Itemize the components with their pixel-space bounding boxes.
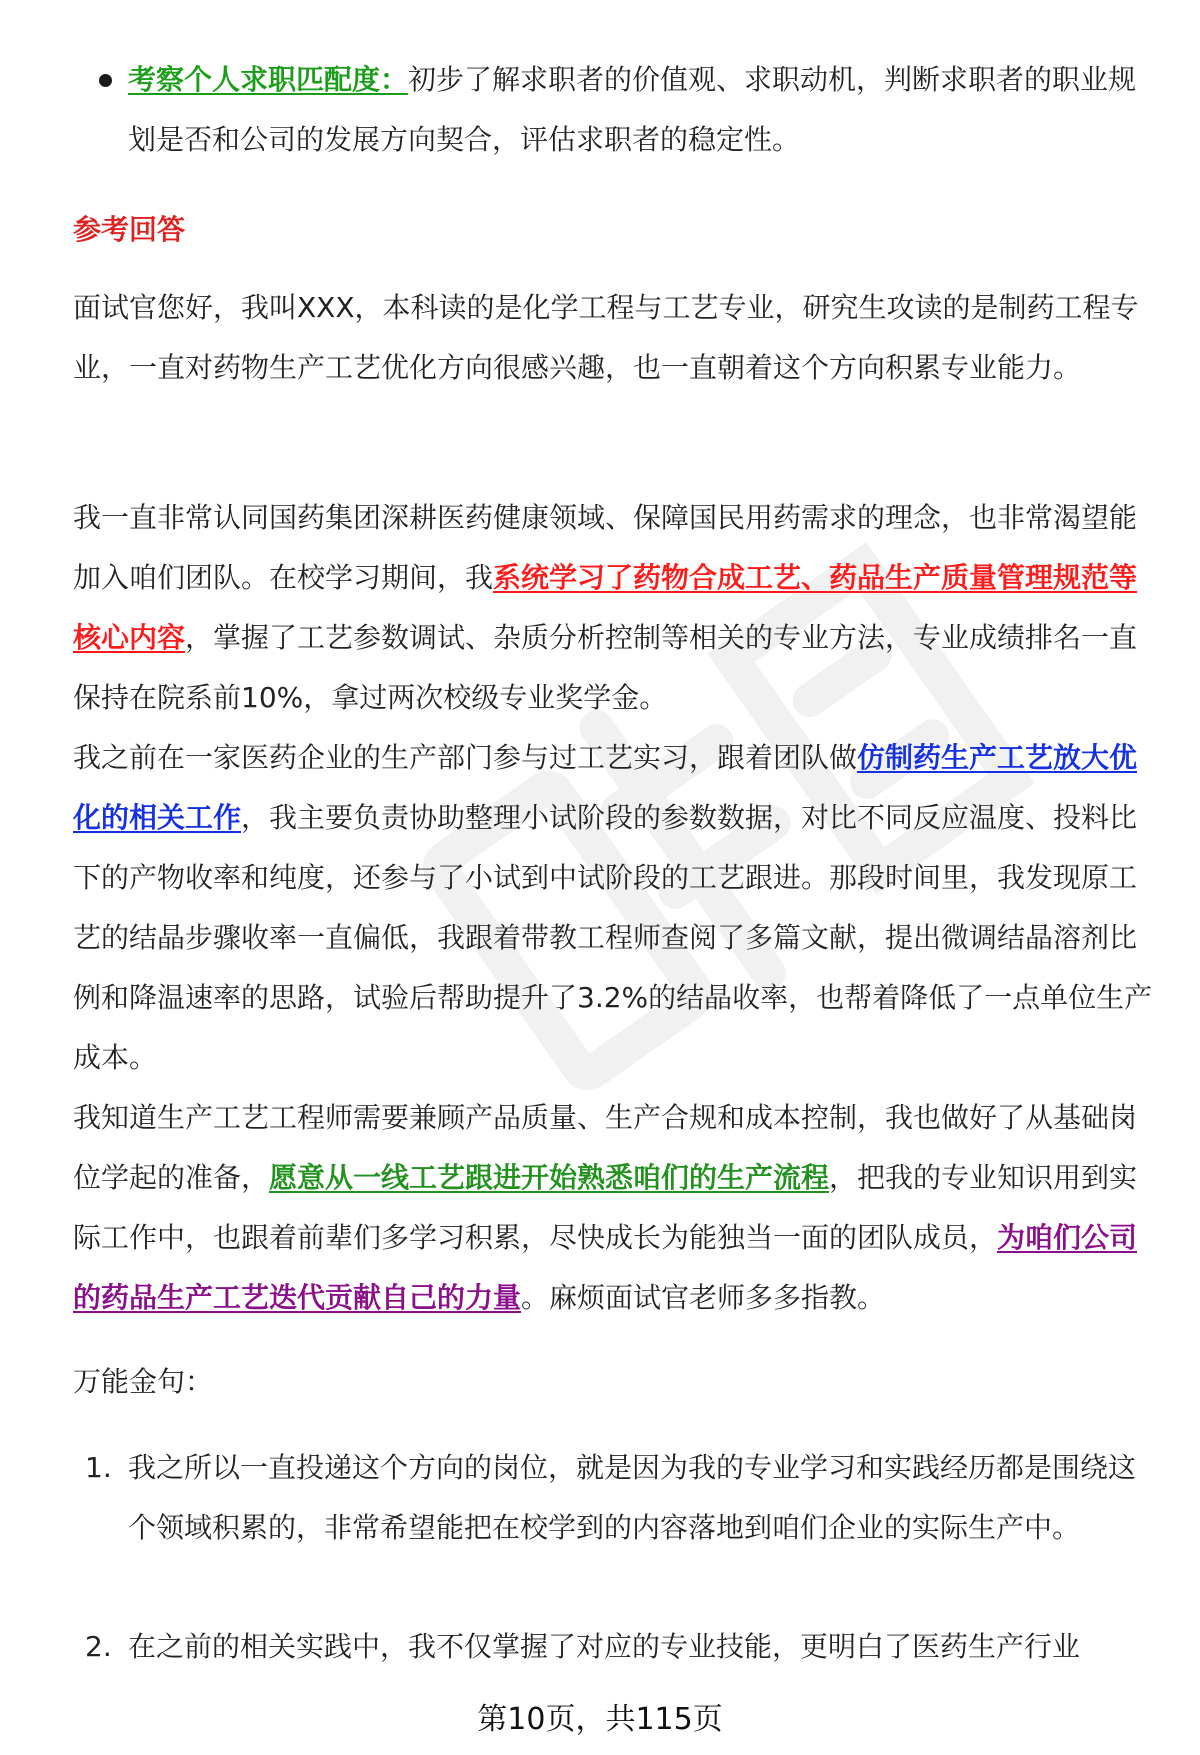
paragraph-intro: 面试官您好，我叫XXX，本科读的是化学工程与工艺专业，研究生攻读的是制药工程专业，一直对药物生产工艺优化方向很感兴趣，也一直朝着这个方向积累专业能力。 <box>73 291 1139 384</box>
para2-text-1: 我一直非常认同国药集团深耕医药健康领域、保障国民用药需求的理念，也非常渴望能加入咱们团队。在校学习期间，我 <box>73 501 1138 594</box>
para2-text-2: ，掌握了工艺参数调试、杂质分析控制等相关的专业方法，专业成绩排名一直保持在院系前10%，拿过两次校级专业奖学金。 <box>73 621 1138 714</box>
list-number: 1. <box>85 1451 112 1484</box>
para4-text-1: 我知道生产工艺工程师需要兼顾产品质量、生产合规和成本控制，我也做好了从基础岗位学起的准备， <box>73 1101 1138 1194</box>
bullet-body: 初步了解求职者的价值观、求职动机，判断求职者的职业规划是否和公司的发展方向契合，评估求职者的稳定性。 <box>128 63 1137 156</box>
para3-highlight: 仿制药生产工艺放大优化的相关工作 <box>73 741 1138 834</box>
bullet-lead: 考察个人求职匹配度： <box>128 63 409 96</box>
para4-text-3: 。麻烦面试官老师多多指教。 <box>521 1281 886 1314</box>
paragraph-commitment <box>73 1088 1158 1328</box>
list-item <box>73 1438 1158 1558</box>
para4-text-2: ，把我的专业知识用到实际工作中，也跟着前辈们多学习积累，尽快成长为能独当一面的团队成员， <box>73 1161 1138 1254</box>
para2-highlight: 系统学习了药物合成工艺、药品生产质量管理规范等核心内容 <box>73 561 1138 654</box>
para4-highlight-purple: 为咱们公司的药品生产工艺迭代贡献自己的力量 <box>73 1221 1138 1314</box>
list-text: 我之所以一直投递这个方向的岗位，就是因为我的专业学习和实践经历都是围绕这个领域积累的，非常希望能把在校学到的内容落地到咱们企业的实际生产中。 <box>128 1451 1137 1544</box>
para3-text-1: 我之前在一家医药企业的生产部门参与过工艺实习，跟着团队做 <box>73 741 858 774</box>
bullet-dot-icon <box>99 74 112 87</box>
bullet-item <box>73 50 1158 170</box>
page-footer: 第10页，共115页 <box>477 1702 723 1737</box>
list-text: 在之前的相关实践中，我不仅掌握了对应的专业技能，更明白了医药生产行业 <box>128 1630 1081 1663</box>
list-item <box>73 1617 1158 1677</box>
paragraph-internship <box>73 728 1158 1088</box>
list-number: 2. <box>85 1630 112 1663</box>
para3-text-2: ，我主要负责协助整理小试阶段的参数数据，对比不同反应温度、投料比下的产物收率和纯度，还参与了小试到中试阶段的工艺跟进。那段时间里，我发现原工艺的结晶步骤收率一直偏低，我跟着带教工程师查阅了多篇文献，提出微调结晶溶剂比例和降温速率的思路，试验后帮助提升了3.2%的结晶收率，也帮着降低了一点单位生产成本。 <box>73 801 1153 1074</box>
reference-heading: 参考回答 <box>73 213 186 246</box>
golden-sentences-heading: 万能金句： <box>73 1365 214 1398</box>
paragraph-study <box>73 488 1158 728</box>
para4-highlight-green: 愿意从一线工艺跟进开始熟悉咱们的生产流程 <box>269 1161 830 1194</box>
bullet-text <box>128 50 1158 170</box>
